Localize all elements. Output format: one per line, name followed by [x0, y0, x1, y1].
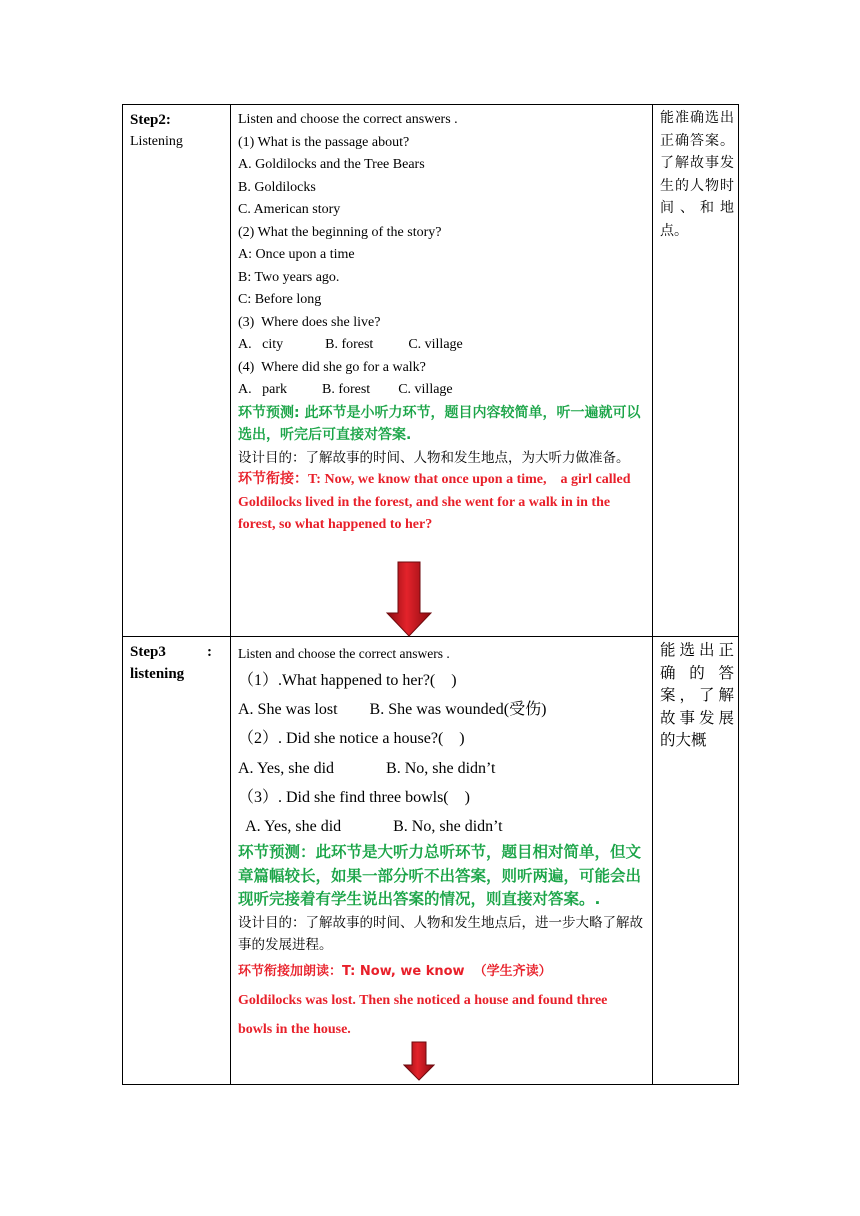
step3-line: （3）. Did she find three bowls( ) [238, 788, 470, 806]
down-arrow-icon [403, 1041, 435, 1081]
step3-note: 能选出正确的答案，了解故事发展的大概 [660, 641, 734, 749]
step3-subtitle: listening [130, 666, 185, 682]
step2-line: (1) What is the passage about? [238, 134, 410, 150]
step2-line: C. American story [238, 202, 341, 217]
step2-subtitle: Listening [130, 134, 183, 149]
step2-note-cell [653, 105, 739, 637]
step3-line: （2）. Did she notice a house?( ) [238, 730, 465, 748]
step3-line: A. Yes, she did B. No, she didn’t [238, 759, 496, 777]
step3-row [123, 637, 739, 1085]
step2-line: A. park B. forest C. village [238, 382, 453, 397]
step2-line: B: Two years ago. [238, 269, 340, 285]
step2-line: A. city B. forest C. village [238, 337, 463, 352]
step2-line: B. Goldilocks [238, 179, 316, 195]
step3-note-cell [653, 637, 739, 1085]
step2-step-cell [123, 105, 231, 637]
step2-line: A: Once upon a time [238, 247, 355, 262]
step3-title: Step3 [130, 644, 166, 660]
down-arrow-icon [386, 561, 432, 637]
step2-row [123, 105, 739, 637]
lesson-plan-table [122, 104, 739, 1085]
step2-line: A. Goldilocks and the Tree Bears [238, 157, 425, 172]
step3-transition-2: Goldilocks was lost. Then she noticed a house and found three [238, 992, 608, 1008]
step2-title: Step2: [130, 112, 171, 128]
step3-content-cell [231, 637, 653, 1085]
step3-line: A. Yes, she did B. No, she didn’t [238, 818, 503, 836]
step3-line: （1）.What happened to her?( ) [238, 672, 457, 689]
step3-transition-3: bowls in the house. [238, 1021, 351, 1037]
step3-intro: Listen and choose the correct answers . [238, 646, 450, 661]
step2-transition: 环节衔接：T: Now, we know that once upon a time, a girl called Goldilocks lived in the forest, and she went for a walk in in the forest, so what happened to her? [238, 472, 635, 532]
step3-step-cell [123, 637, 231, 1085]
step2-line: (4) Where did she go for a walk? [238, 359, 426, 375]
step2-line: C: Before long [238, 292, 322, 307]
step3-title-colon: : [207, 644, 212, 660]
step3-purpose: 设计目的：了解故事的时间、人物和发生地点后，进一步大略了解故事的发展进程。 [238, 914, 643, 954]
step3-prediction: 环节预测：此环节是大听力总听环节，题目相对简单，但文章篇幅较长，如果一部分听不出答案，则听两遍，可能会出现听完接着有学生说出答案的情况，则直接对答案。. [238, 843, 642, 909]
step2-purpose: 设计目的：了解故事的时间、人物和发生地点，为大听力做准备。 [238, 449, 630, 466]
step3-line: A. She was lost B. She was wounded(受伤) [238, 701, 547, 719]
step3-title-row [130, 641, 226, 663]
step2-line: Listen and choose the correct answers . [238, 112, 458, 127]
step2-line: (2) What the beginning of the story? [238, 224, 442, 240]
step2-line: (3) Where does she live? [238, 314, 381, 330]
step2-note: 能准确选出正确答案。了解故事发生的人物时间、和地点。 [660, 110, 734, 239]
step2-content-cell [231, 105, 653, 637]
step3-transition-1: 环节衔接加朗读：T: Now, we know （学生齐读） [238, 963, 552, 979]
step2-prediction: 环节预测: 此环节是小听力环节，题目内容较简单，听一遍就可以选出，听完后可直接对答案. [238, 404, 641, 443]
